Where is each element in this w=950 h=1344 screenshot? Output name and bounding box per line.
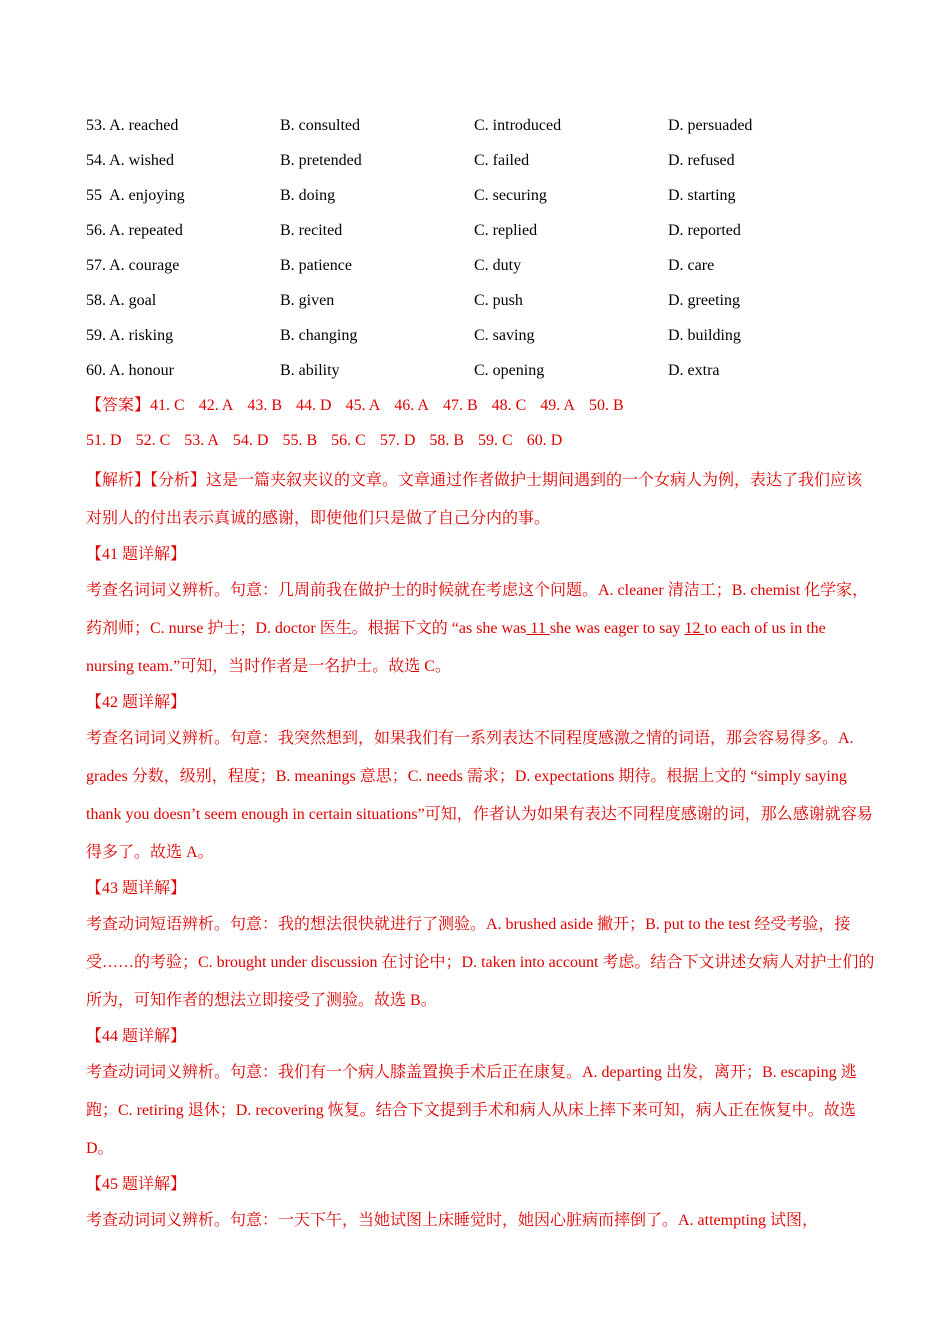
answer-key <box>86 392 876 462</box>
option-b: B. recited <box>280 222 343 239</box>
option-row <box>86 147 876 182</box>
q45-explanation: 考查动词词义辨析。句意：一天下午，当她试图上床睡觉时，她因心脏病而摔倒了。A. attempting 试图， <box>86 1212 818 1229</box>
answer-item: 41. C <box>150 397 185 414</box>
q43-explanation: 考查动词短语辨析。句意：我的想法很快就进行了测验。A. brushed aside 撇开；B. put to the test 经受考验，接受……的考验；C. brought under discussion 在讨论中；D. taken into account 考虑。结合下文讲述女病人对护士们的所为，可知作者的想法立即接受了测验。故选 B。 <box>86 916 875 1009</box>
option-a: 58. A. goal <box>86 292 157 309</box>
option-c: C. opening <box>474 362 545 379</box>
option-c: C. push <box>474 292 523 309</box>
answer-item: 47. B <box>442 397 478 414</box>
answer-item: 42. A <box>198 397 234 414</box>
option-a: 53. A. reached <box>86 117 179 134</box>
q44-heading: 【44 题详解】 <box>86 1028 187 1045</box>
options-list <box>86 112 876 392</box>
option-b: B. given <box>280 292 335 309</box>
answer-item: 52. C <box>135 432 171 449</box>
option-a: 55 A. enjoying <box>86 187 185 204</box>
option-c: C. failed <box>474 152 530 169</box>
q44-explanation: 考查动词词义辨析。句意：我们有一个病人膝盖置换手术后正在康复。A. departing 出发，离开；B. escaping 逃跑；C. retiring 退休；D. recovering 恢复。结合下文提到手术和病人从床上摔下来可知，病人正在恢复中。故选 D。 <box>86 1064 857 1157</box>
option-a: 60. A. honour <box>86 362 174 379</box>
option-row <box>86 112 876 147</box>
option-row <box>86 357 876 392</box>
q41-text-1: 考查名词词义辨析。句意：几周前我在做护士的时候就在考虑这个问题。A. cleaner 清洁工；B. chemist 化学家，药剂师；C. nurse 护士；D. doctor 医生。根据下文的 “as she was <box>86 582 869 637</box>
q41-heading: 【41 题详解】 <box>86 546 187 563</box>
option-d: D. persuaded <box>668 117 753 134</box>
option-a: 59. A. risking <box>86 327 174 344</box>
answer-item: 51. D <box>86 432 122 449</box>
option-d: D. greeting <box>668 292 740 309</box>
answer-item: 57. D <box>379 432 416 449</box>
option-b: B. pretended <box>280 152 362 169</box>
option-c: C. introduced <box>474 117 562 134</box>
answer-item: 48. C <box>491 397 527 414</box>
answer-item: 49. A <box>540 397 575 414</box>
q41-blank-12: 12 <box>684 620 705 637</box>
option-row <box>86 287 876 322</box>
answer-item: 43. B <box>247 397 283 414</box>
q41-blank-11: 11 <box>526 620 550 637</box>
document-page <box>86 112 876 1240</box>
option-row <box>86 182 876 217</box>
answer-item: 60. D <box>526 432 563 449</box>
answer-item: 54. D <box>232 432 269 449</box>
option-b: B. patience <box>280 257 352 274</box>
option-c: C. securing <box>474 187 547 204</box>
answer-item: 44. D <box>296 397 332 414</box>
answer-item: 50. B <box>588 397 624 414</box>
option-d: D. starting <box>668 187 736 204</box>
option-row <box>86 217 876 252</box>
answer-item: 55. B <box>282 432 318 449</box>
answer-line-2 <box>86 427 876 462</box>
option-a: 54. A. wished <box>86 152 174 169</box>
q42-heading: 【42 题详解】 <box>86 694 187 711</box>
option-c: C. saving <box>474 327 535 344</box>
q42-explanation: 考查名词词义辨析。句意：我突然想到，如果我们有一系列表达不同程度感激之情的词语，那会容易得多。A. grades 分数，级别，程度；B. meanings 意思；C. needs 需求；D. expectations 期待。根据上文的 “simply saying thank you doesn’t seem enough in certain situations”可知，作者认为如果有表达不同程度感谢的词，那么感谢就容易得多了。故选 A。 <box>86 730 873 861</box>
option-b: B. doing <box>280 187 336 204</box>
q43-heading: 【43 题详解】 <box>86 880 187 897</box>
q41-text-2: she was eager to say <box>549 620 685 637</box>
q45-heading: 【45 题详解】 <box>86 1176 187 1193</box>
answer-item: 58. B <box>429 432 465 449</box>
answer-item: 59. C <box>478 432 513 449</box>
option-row <box>86 252 876 287</box>
option-d: D. care <box>668 257 715 274</box>
option-b: B. ability <box>280 362 340 379</box>
option-b: B. changing <box>280 327 358 344</box>
option-c: C. duty <box>474 257 522 274</box>
option-d: D. reported <box>668 222 741 239</box>
option-b: B. consulted <box>280 117 360 134</box>
option-d: D. building <box>668 327 741 344</box>
option-row <box>86 322 876 357</box>
analysis-paragraph: 【解析】【分析】这是一篇夹叙夹议的文章。文章通过作者做护士期间遇到的一个女病人为例，表达了我们应该对别人的付出表示真诚的感谢，即使他们只是做了自己分内的事。 <box>86 472 863 527</box>
answer-item: 46. A <box>394 397 429 414</box>
q41-text-3: to each of us in the nursing team.”可知，当时作者是一名护士。故选 C。 <box>86 620 826 675</box>
option-d: D. extra <box>668 362 720 379</box>
answer-item: 56. C <box>331 432 366 449</box>
answer-line-1 <box>86 392 876 427</box>
option-a: 57. A. courage <box>86 257 180 274</box>
option-a: 56. A. repeated <box>86 222 183 239</box>
option-d: D. refused <box>668 152 735 169</box>
answer-label: 【答案】 <box>86 397 151 414</box>
q41-explanation <box>86 572 876 686</box>
answer-item: 53. A <box>184 432 219 449</box>
option-c: C. replied <box>474 222 538 239</box>
answer-item: 45. A <box>345 397 381 414</box>
